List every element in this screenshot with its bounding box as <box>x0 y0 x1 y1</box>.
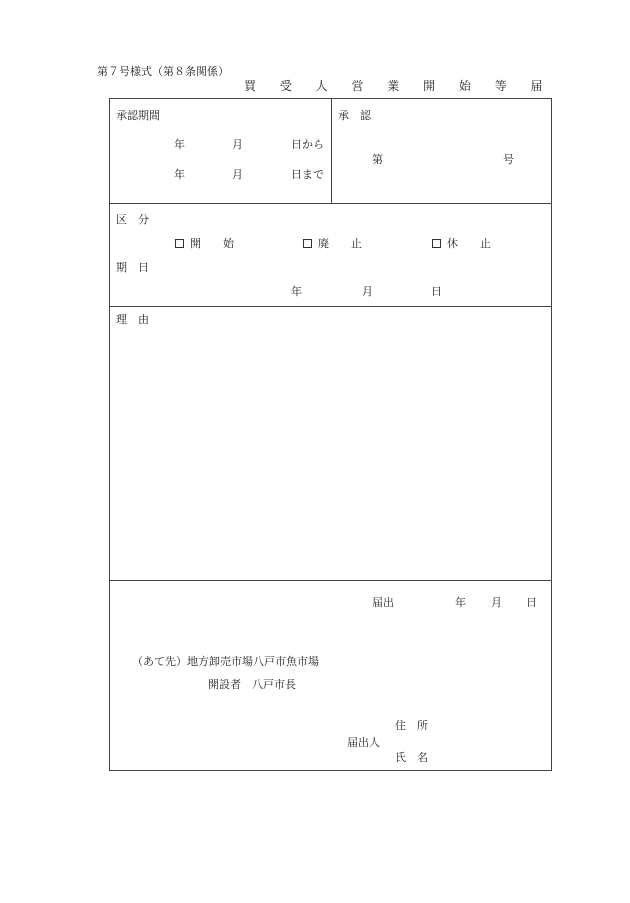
submission-month[interactable]: 月 <box>491 596 502 609</box>
section-divider-1 <box>109 203 552 204</box>
section-divider-3 <box>109 580 552 581</box>
start-checkbox[interactable] <box>175 239 184 248</box>
period-start-year[interactable]: 年 <box>174 138 185 151</box>
date-day[interactable]: 日 <box>431 285 442 298</box>
form-title: 買 受 人 営 業 開 始 等 届 <box>244 79 553 93</box>
applicant-name-field[interactable] <box>440 748 545 764</box>
period-end-year[interactable]: 年 <box>174 168 185 181</box>
suspend-checkbox[interactable] <box>432 239 441 248</box>
option-abolish-label: 廃 止 <box>318 237 362 250</box>
applicant-address-field[interactable] <box>440 716 545 732</box>
period-start-month[interactable]: 月 <box>232 138 243 151</box>
option-start[interactable] <box>175 238 234 249</box>
period-end-month[interactable]: 月 <box>232 168 243 181</box>
applicant-label: 届出人 <box>347 736 380 749</box>
reason-label: 理 由 <box>116 313 149 326</box>
option-abolish[interactable] <box>303 238 362 249</box>
approval-label: 承 認 <box>338 109 371 122</box>
date-label: 期 日 <box>116 261 149 274</box>
option-suspend-label: 休 止 <box>447 237 491 250</box>
date-month[interactable]: 月 <box>362 285 373 298</box>
section-divider-2 <box>109 306 552 307</box>
reason-field[interactable] <box>116 332 544 572</box>
approval-number-suffix: 号 <box>503 153 514 166</box>
period-start-day[interactable]: 日から <box>291 138 324 151</box>
submission-label: 届出 <box>372 596 394 609</box>
submission-year[interactable]: 年 <box>455 596 466 609</box>
approval-number-prefix: 第 <box>372 153 383 166</box>
form-number: 第７号様式（第８条関係） <box>97 65 229 78</box>
option-start-label: 開 始 <box>190 237 234 250</box>
addressee: （あて先）地方卸売市場八戸市魚市場 <box>132 655 319 668</box>
applicant-address-label: 住 所 <box>395 719 428 732</box>
submission-day[interactable]: 日 <box>526 596 537 609</box>
date-year[interactable]: 年 <box>291 285 302 298</box>
option-suspend[interactable] <box>432 238 491 249</box>
applicant-name-label: 氏 名 <box>395 751 428 764</box>
category-label: 区 分 <box>116 213 149 226</box>
period-end-day[interactable]: 日まで <box>291 168 324 181</box>
approval-period-label: 承認期間 <box>116 109 160 122</box>
abolish-checkbox[interactable] <box>303 239 312 248</box>
approval-divider <box>331 98 332 203</box>
operator: 開設者 八戸市長 <box>208 678 296 691</box>
